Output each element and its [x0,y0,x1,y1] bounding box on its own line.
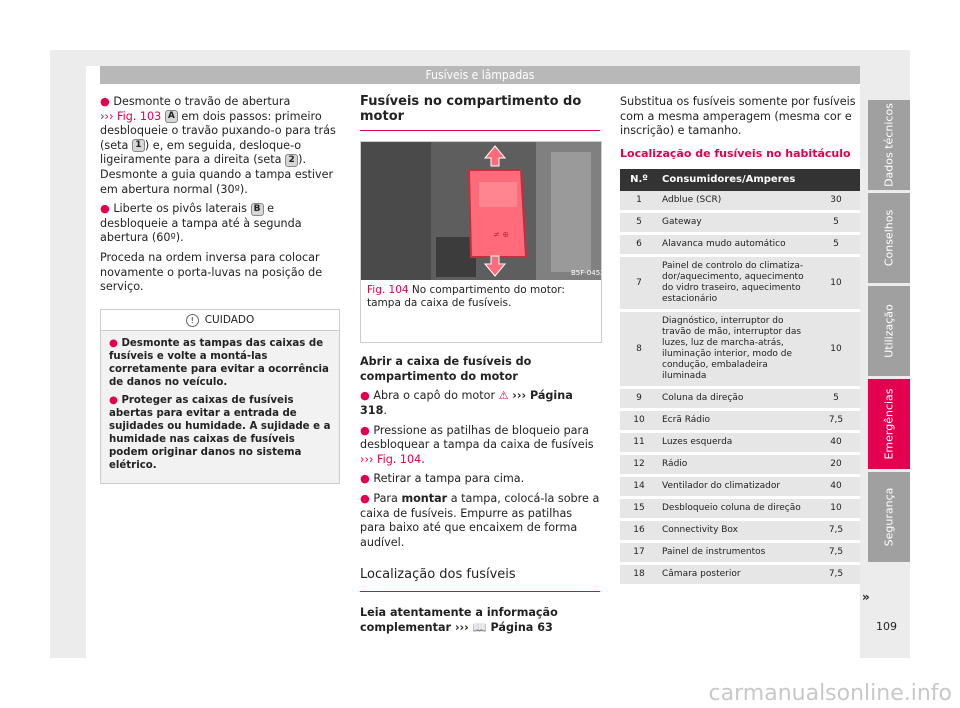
fuse-number-cell: 1 [620,191,658,212]
amperage-cell: 5 [812,234,860,256]
fuse-number-cell: 17 [620,542,658,564]
table-row [620,432,860,454]
caution-header [101,310,339,332]
bullet-icon: ● [360,389,370,403]
fuse-box-photo [361,142,605,280]
consumer-cell: Coluna da direção [658,388,812,410]
text: ) e, em seguida, desloque-o ligeiramente para a direita (seta [100,138,302,167]
bullet-icon: ● [100,95,110,108]
table-row [620,498,860,520]
bullet-icon: ● [109,338,118,350]
fig-104-link[interactable]: ››› Fig. 104 [360,452,422,466]
read-info-note [360,606,600,635]
amperage-cell: 40 [812,476,860,498]
table-title: Localização de fusíveis no habitáculo [620,146,851,160]
table-row [620,191,860,212]
amperage-cell: 7,5 [812,564,860,586]
table-header-row [620,169,860,191]
text: e desbloqueie a tampa até à segunda abertura (60º). [100,202,302,245]
text: Abra o capô do motor [373,389,496,403]
figure-104 [360,141,605,343]
text: Leia atentamente a informação complementar [360,605,558,634]
tab-emergencias[interactable] [868,379,910,469]
replacement-note: Substitua os fusíveis somente por fusíveis com a mesma amperagem (mesma cor e inscrição) e tamanho. [620,95,856,138]
tab-label: Dados técnicos [882,103,896,187]
fuse-number-cell: 11 [620,432,658,454]
watermark: carmanualsonline.info [708,681,952,706]
consumer-cell: Diagnóstico, interruptor do travão de mão, interruptor das luzes, luz de marcha-atrás, iluminação interior, modo de condução, embaladeira iluminada [658,311,812,388]
label-a-badge: A [165,110,178,123]
tab-conselhos[interactable] [868,193,910,283]
step-4 [360,492,600,550]
fuse-number-cell: 18 [620,564,658,586]
fuse-number-cell: 16 [620,520,658,542]
consumer-cell: Ecrã Rádio [658,410,812,432]
text: montar [401,491,448,505]
text: Pressione as patilhas de bloqueio para desbloquear a tampa da caixa de fusíveis [360,423,594,452]
amperage-cell: 30 [812,191,860,212]
tab-label: Emergências [882,388,896,460]
text: Proteger as caixas de fusíveis abertas para evitar a entrada de sujidades ou humidade. A sujidade e a humidade nas caixas de fusíveis podem originar danos no sistema elétrico. [109,395,331,472]
text: Retirar a tampa para cima. [373,472,525,486]
text: ››› [454,620,469,634]
text: ). Desmonte a guia quando a tampa estiver em abertura normal (30º). [100,153,334,196]
amperage-cell: 10 [812,498,860,520]
tab-utilizacao[interactable] [868,286,910,376]
consumer-cell: Connectivity Box [658,520,812,542]
amperage-cell: 5 [812,388,860,410]
table-row [620,388,860,410]
fuse-number-cell: 15 [620,498,658,520]
page-number: 109 [876,620,897,633]
continue-marker: » [862,590,870,604]
consumer-cell: Rádio [658,454,812,476]
caution-item [109,394,331,472]
fuse-number-cell: 12 [620,454,658,476]
caution-item [109,337,331,389]
tab-label: Segurança [882,487,896,547]
fuse-number-cell: 8 [620,311,658,388]
text: Desmonte as tampas das caixas de fusíveis e volte a montá-las corretamente para evitar a ocorrência de danos no veículo. [109,338,329,389]
section-title-fuse-location: Localização dos fusíveis [360,568,600,592]
step-1: ● Abra o capô do motor ⚠ ››› Página 318. [360,389,573,417]
table-row [620,410,860,432]
amperage-cell: 10 [812,256,860,311]
amperage-cell: 40 [812,432,860,454]
caution-title: CUIDADO [204,313,255,326]
step-2: ● Pressione as patilhas de bloqueio para desbloquear a tampa da caixa de fusíveis ››› Fig. 104. [360,423,594,466]
fig-104-label: Fig. 104 [367,284,409,297]
table-row [620,311,860,388]
table-row [620,542,860,564]
book-icon: 📖 [472,620,487,634]
page-63-link[interactable]: Página 63 [490,620,553,634]
amperage-cell: 7,5 [812,520,860,542]
col-header-number: N.º [620,169,658,191]
fuse-number-cell: 14 [620,476,658,498]
fig-103-link[interactable]: ››› Fig. 103 [100,109,162,123]
svg-text:≠ ⊕: ≠ ⊕ [493,230,509,240]
col-header-consumers: Consumidores/Amperes [658,169,860,191]
instruction-paragraph-2 [100,202,340,246]
chapter-header: Fusíveis e lâmpadas [100,66,860,84]
consumer-cell: Desbloqueio coluna de direção [658,498,812,520]
bullet-icon: ● [360,491,370,505]
arrow-1-badge: 1 [132,139,145,152]
amperage-cell: 5 [812,212,860,234]
tab-label: Utilização [882,304,896,358]
consumer-cell: Gateway [658,212,812,234]
label-b-badge: B [251,203,264,216]
fuse-number-cell: 9 [620,388,658,410]
step-3 [360,472,600,487]
table-row [620,564,860,586]
consumer-cell: Luzes esquerda [658,432,812,454]
amperage-cell: 10 [812,311,860,388]
consumer-cell: Alavanca mudo automático [658,234,812,256]
text: Para [373,491,398,505]
column-middle [360,94,605,640]
caption-text: No compartimento do motor: tampa da caixa de fusíveis. [367,284,565,310]
fuse-number-cell: 10 [620,410,658,432]
text: Desmonte o travão de abertura [113,95,291,108]
consumer-cell: Painel de instrumentos [658,542,812,564]
instruction-paragraph-1 [100,95,340,197]
bullet-icon: ● [360,423,370,437]
tab-seguranca[interactable] [868,472,910,562]
subsection-heading: Abrir a caixa de fusíveis do compartimento do motor [360,355,532,383]
column-right [620,95,860,587]
table-row [620,476,860,498]
section-title-engine-fuses: Fusíveis no compartimento do motor [360,95,600,131]
fuse-table [620,169,860,587]
fuse-number-cell: 7 [620,256,658,311]
arrow-2-badge: 2 [285,154,298,167]
engine-bay-illustration [361,142,605,280]
consumer-cell: Adblue (SCR) [658,191,812,212]
tab-label: Conselhos [882,209,896,267]
chapter-tabs [868,100,910,565]
bullet-icon: ● [109,395,118,407]
instruction-paragraph-3: Proceda na ordem inversa para colocar novamente o porta-luvas na posição de serviço. [100,250,323,294]
fuse-number-cell: 6 [620,234,658,256]
bullet-icon: ● [100,202,110,216]
fuse-number-cell: 5 [620,212,658,234]
info-icon: ! [186,314,199,327]
amperage-cell: 20 [812,454,860,476]
text: a tampa, colocá-la sobre a caixa de fusíveis. Empurre as patilhas para baixo até que encaixem de forma audível. [360,491,600,549]
table-row [620,520,860,542]
caution-box [100,309,340,485]
caution-body [101,331,339,483]
tab-dados-tecnicos[interactable] [868,100,910,190]
consumer-cell: Painel de controlo do climatizador/aquecimento, aquecimento do vidro traseiro, aquecimento estacionário [658,256,812,311]
text: Liberte os pivôs laterais [113,202,247,216]
page-318-link[interactable]: ››› Página 318 [360,389,573,417]
table-row [620,256,860,311]
table-row [620,212,860,234]
text: em dois passos: primeiro desbloqueie o travão puxando-o para trás (seta [100,109,336,152]
amperage-cell: 7,5 [812,410,860,432]
consumer-cell: Câmara posterior [658,564,812,586]
table-row [620,234,860,256]
column-left [100,95,340,484]
warning-triangle-icon: ⚠ [498,389,509,403]
image-code: B5F-0452 [571,269,605,278]
bullet-icon: ● [360,472,370,486]
consumer-cell: Ventilador do climatizador [658,476,812,498]
figure-caption [367,284,595,310]
table-row [620,454,860,476]
amperage-cell: 7,5 [812,542,860,564]
